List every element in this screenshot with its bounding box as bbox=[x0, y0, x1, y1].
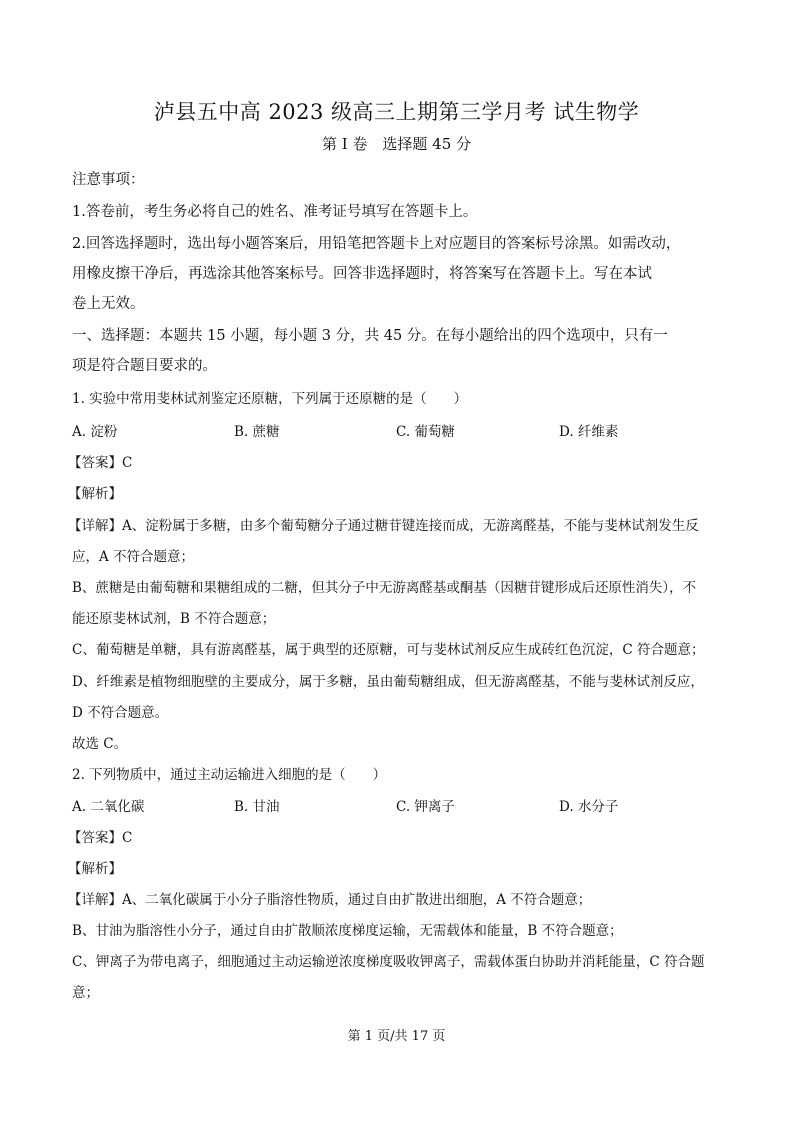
notice-item-2-line-2: 用橡皮擦干净后，再选涂其他答案标号。回答非选择题时，将答案写在答题卡上。写在本试 bbox=[72, 266, 652, 282]
page-footer: 第 1 页/共 17 页 bbox=[347, 1029, 446, 1044]
question-1-detail-line-5: C、葡萄糖是单糖，具有游离醛基，属于典型的还原糖，可与斐林试剂反应生成砖红色沉淀，C 符合题意； bbox=[72, 642, 705, 658]
question-2-option-c: C. 钾离子 bbox=[396, 799, 455, 815]
question-2-detail-line-4: 意； bbox=[72, 985, 99, 1001]
question-2-detail-line-3: C、钾离子为带电离子，细胞通过主动运输逆浓度梯度吸收钾离子，需载体蛋白协助并消耗能量，C 符合题 bbox=[72, 954, 705, 970]
question-2-option-b: B. 甘油 bbox=[234, 799, 280, 815]
question-2-analysis-label: 【解析】 bbox=[68, 861, 122, 877]
question-1-stem: 1. 实验中常用斐林试剂鉴定还原糖，下列属于还原糖的是（ ） bbox=[72, 391, 468, 407]
question-2-stem: 2. 下列物质中，通过主动运输进入细胞的是（ ） bbox=[72, 767, 387, 783]
question-1-option-d: D. 纤维素 bbox=[559, 424, 619, 440]
question-1-detail-line-3: B、蔗糖是由葡萄糖和果糖组成的二糖，但其分子中无游离醛基或酮基（因糖苷键形成后还原性消失），不 bbox=[72, 580, 697, 596]
question-2-answer: 【答案】C bbox=[68, 830, 133, 846]
question-2-detail-line-2: B、甘油为脂溶性小分子，通过自由扩散顺浓度梯度运输，无需载体和能量，B 不符合题意； bbox=[72, 923, 623, 939]
page-title: 泸县五中高 2023 级高三上期第三学月考 试生物学 bbox=[153, 100, 640, 124]
question-1-analysis-label: 【解析】 bbox=[68, 486, 122, 502]
notice-item-1: 1.答卷前，考生务必将自己的姓名、准考证号填写在答题卡上。 bbox=[72, 204, 478, 220]
section-instructions-line-2: 项是符合题目要求的。 bbox=[72, 358, 217, 374]
section-subtitle: 第 I 卷 选择题 45 分 bbox=[321, 135, 472, 153]
question-1-detail-line-1: 【详解】A、淀粉属于多糖，由多个葡萄糖分子通过糖苷键连接而成，无游离醛基，不能与斐林试剂发生反 bbox=[68, 518, 699, 534]
notice-heading: 注意事项： bbox=[72, 172, 145, 188]
section-instructions-line-1: 一、选择题：本题共 15 小题，每小题 3 分，共 45 分。在每小题给出的四个选项中，只有一 bbox=[72, 328, 668, 344]
question-1-conclusion: 故选 C。 bbox=[72, 736, 128, 752]
question-1-detail-line-4: 能还原斐林试剂，B 不符合题意； bbox=[72, 611, 276, 627]
question-1-option-b: B. 蔗糖 bbox=[234, 424, 280, 440]
question-1-detail-line-7: D 不符合题意。 bbox=[72, 705, 169, 721]
question-1-detail-line-2: 应，A 不符合题意； bbox=[72, 549, 195, 565]
question-2-option-a: A. 二氧化碳 bbox=[72, 799, 145, 815]
question-2-option-d: D. 水分子 bbox=[559, 799, 619, 815]
notice-item-2-line-3: 卷上无效。 bbox=[72, 296, 145, 312]
question-1-answer: 【答案】C bbox=[68, 455, 133, 471]
question-2-detail-line-1: 【详解】A、二氧化碳属于小分子脂溶性物质，通过自由扩散进出细胞，A 不符合题意； bbox=[68, 892, 592, 908]
question-1-option-a: A. 淀粉 bbox=[72, 424, 118, 440]
question-1-detail-line-6: D、纤维素是植物细胞壁的主要成分，属于多糖，虽由葡萄糖组成，但无游离醛基，不能与斐林试剂反应， bbox=[72, 674, 704, 690]
notice-item-2-line-1: 2.回答选择题时，选出每小题答案后，用铅笔把答题卡上对应题目的答案标号涂黑。如需改动， bbox=[72, 236, 681, 252]
question-1-option-c: C. 葡萄糖 bbox=[396, 424, 455, 440]
